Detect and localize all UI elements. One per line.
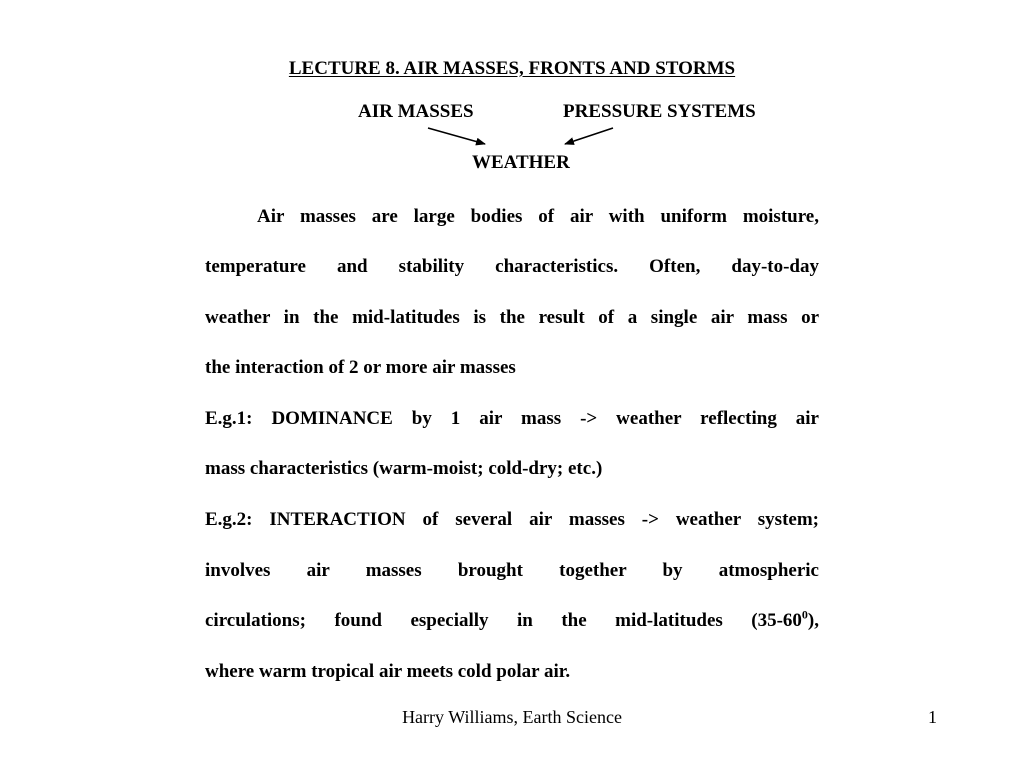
body-line: involves air masses brought together by atmospheric [205,560,819,581]
air-masses-label: AIR MASSES [358,101,474,122]
body-line: E.g.1: DOMINANCE by 1 air mass -> weather reflecting air [205,408,819,429]
page-title: LECTURE 8. AIR MASSES, FRONTS AND STORMS [288,58,736,79]
body-line [205,609,819,633]
body-line: E.g.2: INTERACTION of several air masses -> weather system; [205,509,819,530]
body-line: weather in the mid-latitudes is the result of a single air mass or [205,307,819,328]
body-line: the interaction of 2 or more air masses [205,357,516,378]
weather-label: WEATHER [472,152,570,173]
page-number: 1 [928,707,937,727]
body-line: mass characteristics (warm-moist; cold-dry; etc.) [205,458,603,479]
body-line: Air masses are large bodies of air with uniform moisture, [257,206,819,227]
degree-superscript: 0 [801,607,808,622]
left-arrow-icon [428,128,485,144]
footer-author: Harry Williams, Earth Science [402,707,622,727]
right-arrow-icon [565,128,613,144]
body-line: temperature and stability characteristics. Often, day-to-day [205,256,819,277]
pressure-systems-label: PRESSURE SYSTEMS [563,101,756,122]
body-line: where warm tropical air meets cold polar air. [205,661,571,682]
body-line-suffix: ), [807,610,819,631]
body-line-text: circulations; found especially in the mid-latitudes (35-60 [205,610,802,631]
